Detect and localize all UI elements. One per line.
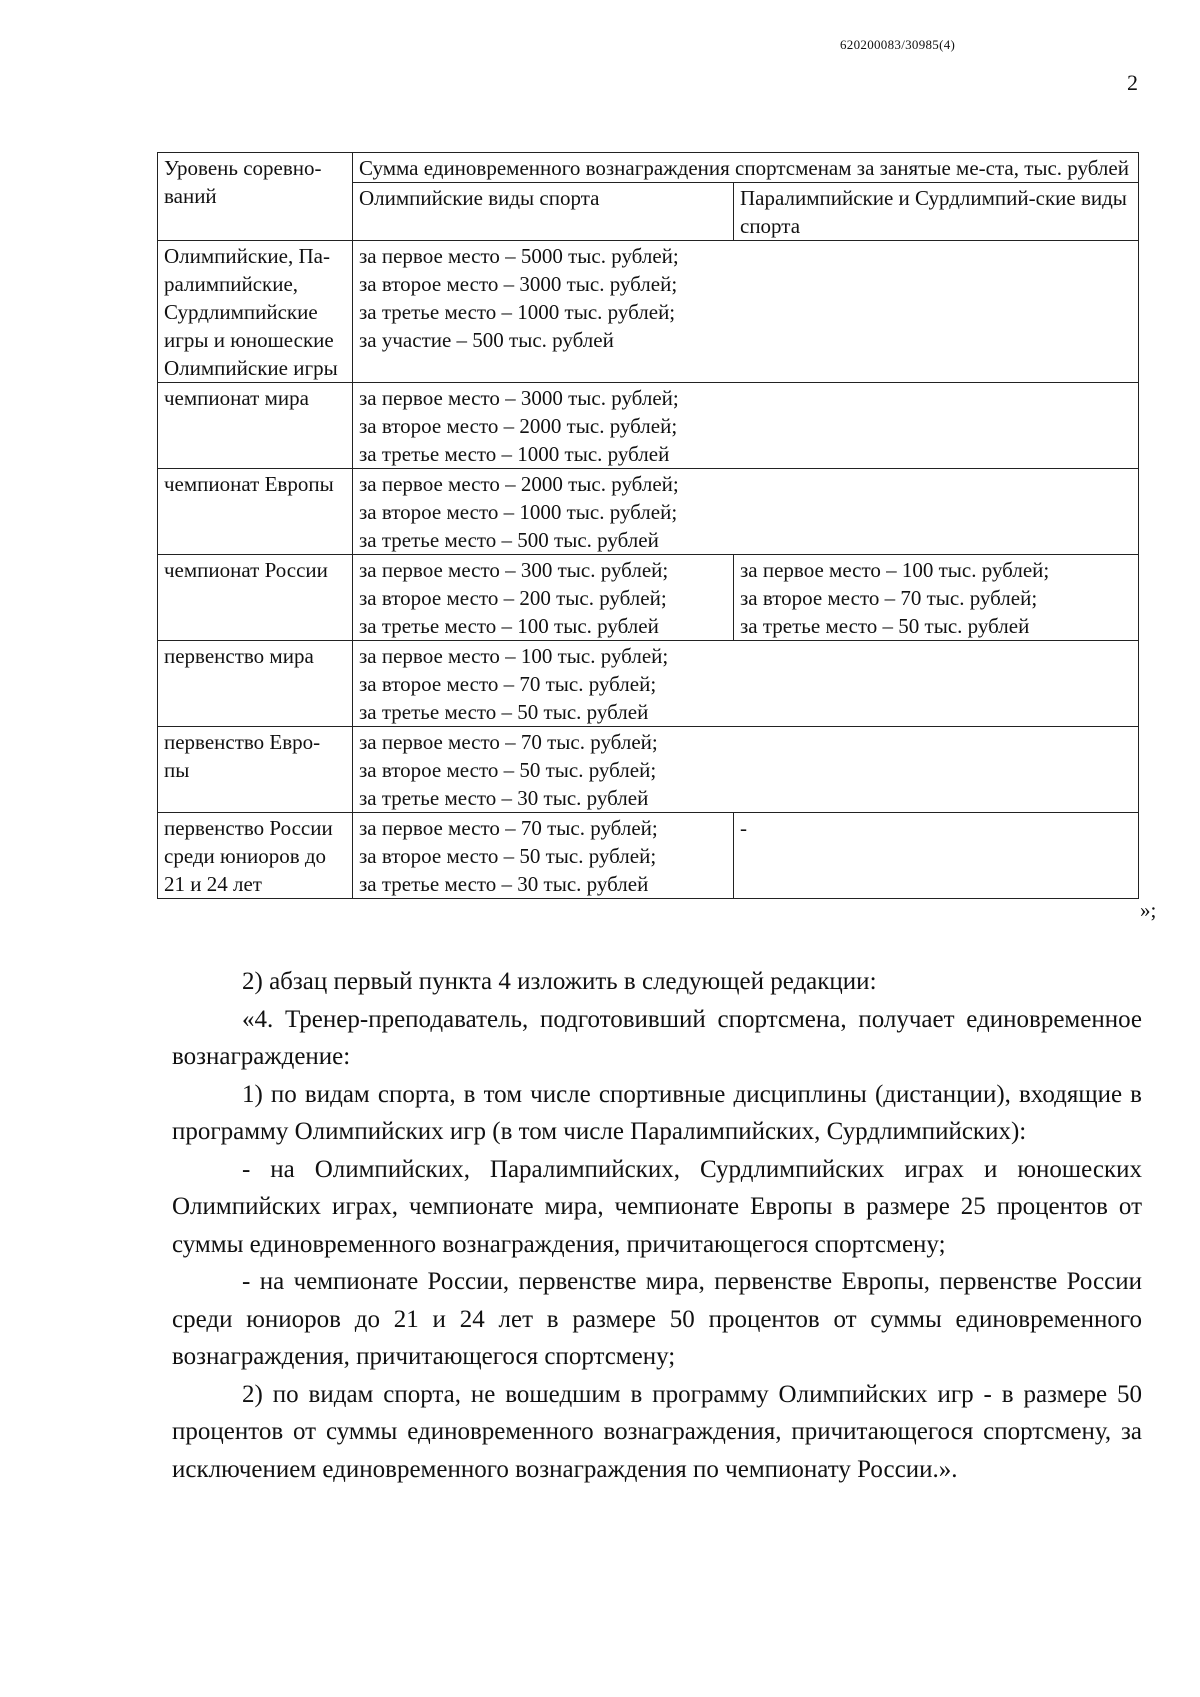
cell-line: за третье место – 30 тыс. рублей <box>359 786 649 810</box>
cell-line: первенство России <box>164 816 333 840</box>
cell-line: чемпионат Европы <box>164 472 334 496</box>
cell-line: Олимпийские, Па- <box>164 244 330 268</box>
cell-line: чемпионат России <box>164 558 328 582</box>
paragraph: «4. Тренер-преподаватель, подготовивший спортсмена, получает единовременное вознаграждение: <box>172 1005 1142 1070</box>
table-row <box>158 727 1139 813</box>
cell-line: первенство Евро- <box>164 730 321 754</box>
body-text <box>172 963 1142 1488</box>
cell-competition-level <box>158 241 353 383</box>
table-row <box>158 241 1139 383</box>
cell-line: за первое место – 5000 тыс. рублей; <box>359 244 679 268</box>
cell-line: за третье место – 500 тыс. рублей <box>359 528 659 552</box>
table-row <box>158 641 1139 727</box>
cell-olympic-reward <box>353 555 734 641</box>
cell-competition-level <box>158 469 353 555</box>
cell-olympic-reward <box>353 241 1139 383</box>
page-number: 2 <box>1127 70 1138 95</box>
cell-competition-level <box>158 555 353 641</box>
table-row <box>158 469 1139 555</box>
header-olympic-sports <box>353 183 734 241</box>
cell-line: за третье место – 100 тыс. рублей <box>359 614 659 638</box>
cell-line: за участие – 500 тыс. рублей <box>359 328 614 352</box>
table-row <box>158 555 1139 641</box>
cell-line: за второе место – 2000 тыс. рублей; <box>359 414 678 438</box>
closing-quote: »; <box>1140 898 1157 922</box>
table-header-row <box>158 153 1139 183</box>
cell-line: Сурдлимпийские <box>164 300 318 324</box>
header-paralympic-sports <box>734 183 1139 241</box>
header-reward-amount <box>353 153 1139 183</box>
cell-line: игры и юношеские <box>164 328 334 352</box>
cell-line: за третье место – 50 тыс. рублей <box>740 614 1030 638</box>
cell-olympic-reward <box>353 727 1139 813</box>
cell-olympic-reward <box>353 813 734 899</box>
cell-line: за второе место – 70 тыс. рублей; <box>359 672 657 696</box>
cell-line: за третье место – 1000 тыс. рублей; <box>359 300 676 324</box>
cell-line: за первое место – 300 тыс. рублей; <box>359 558 669 582</box>
cell-line: за третье место – 50 тыс. рублей <box>359 700 649 724</box>
cell-competition-level <box>158 727 353 813</box>
cell-olympic-reward <box>353 641 1139 727</box>
paragraph: 1) по видам спорта, в том числе спортивные дисциплины (дистанции), входящие в программу Олимпийских игр (в том числе Паралимпийских, Сурдлимпийских): <box>172 1080 1142 1145</box>
cell-line: за второе место – 50 тыс. рублей; <box>359 844 657 868</box>
header-competition-level <box>158 153 353 241</box>
cell-line: ралимпийские, <box>164 272 299 296</box>
cell-line: 21 и 24 лет <box>164 872 262 896</box>
header-text: Уровень соревно-ваний <box>164 156 322 208</box>
header-text: Сумма единовременного вознаграждения спортсменам за занятые ме-ста, тыс. рублей <box>359 156 1129 180</box>
document-id: 620200083/30985(4) <box>840 37 956 52</box>
cell-line: за третье место – 1000 тыс. рублей <box>359 442 670 466</box>
header-text: Олимпийские виды спорта <box>359 186 600 210</box>
cell-line: Олимпийские игры <box>164 356 338 380</box>
cell-line: пы <box>164 758 190 782</box>
cell-line: первенство мира <box>164 644 314 668</box>
cell-line: среди юниоров до <box>164 844 327 868</box>
cell-competition-level <box>158 383 353 469</box>
header-text: Паралимпийские и Сурдлимпий-ские виды спорта <box>740 186 1127 238</box>
cell-olympic-reward <box>353 469 1139 555</box>
cell-line: за второе место – 50 тыс. рублей; <box>359 758 657 782</box>
cell-line: за первое место – 70 тыс. рублей; <box>359 816 658 840</box>
cell-line: за первое место – 3000 тыс. рублей; <box>359 386 679 410</box>
paragraph: 2) абзац первый пункта 4 изложить в следующей редакции: <box>242 968 877 995</box>
table-row <box>158 813 1139 899</box>
cell-line: за второе место – 70 тыс. рублей; <box>740 586 1038 610</box>
rewards-table <box>157 152 1139 899</box>
cell-line: за второе место – 1000 тыс. рублей; <box>359 500 678 524</box>
cell-line: за второе место – 200 тыс. рублей; <box>359 586 667 610</box>
cell-line: за первое место – 2000 тыс. рублей; <box>359 472 679 496</box>
cell-line: за третье место – 30 тыс. рублей <box>359 872 649 896</box>
paragraph: 2) по видам спорта, не вошедшим в программу Олимпийских игр - в размере 50 процентов от суммы единовременного вознаграждения, причитающегося спортсмену, за исключением единовременного вознаграждения по чемпионату России.». <box>172 1380 1142 1483</box>
cell-paralympic-reward <box>734 555 1139 641</box>
cell-line: за первое место – 100 тыс. рублей; <box>740 558 1050 582</box>
cell-competition-level <box>158 641 353 727</box>
cell-line: - <box>740 816 747 840</box>
paragraph: - на чемпионате России, первенстве мира, первенстве Европы, первенстве России среди юниоров до 21 и 24 лет в размере 50 процентов от суммы единовременного вознаграждения, причитающегося спортсмену; <box>172 1268 1142 1370</box>
cell-line: за первое место – 70 тыс. рублей; <box>359 730 658 754</box>
cell-competition-level <box>158 813 353 899</box>
paragraph: - на Олимпийских, Паралимпийских, Сурдлимпийских играх и юношеских Олимпийских играх, чемпионате мира, чемпионате Европы в размере 25 процентов от суммы единовременного вознаграждения, причитающегося спортсмену; <box>172 1155 1142 1258</box>
cell-line: за первое место – 100 тыс. рублей; <box>359 644 669 668</box>
cell-line: за второе место – 3000 тыс. рублей; <box>359 272 678 296</box>
cell-olympic-reward <box>353 383 1139 469</box>
cell-paralympic-reward <box>734 813 1139 899</box>
cell-line: чемпионат мира <box>164 386 309 410</box>
table-row <box>158 383 1139 469</box>
